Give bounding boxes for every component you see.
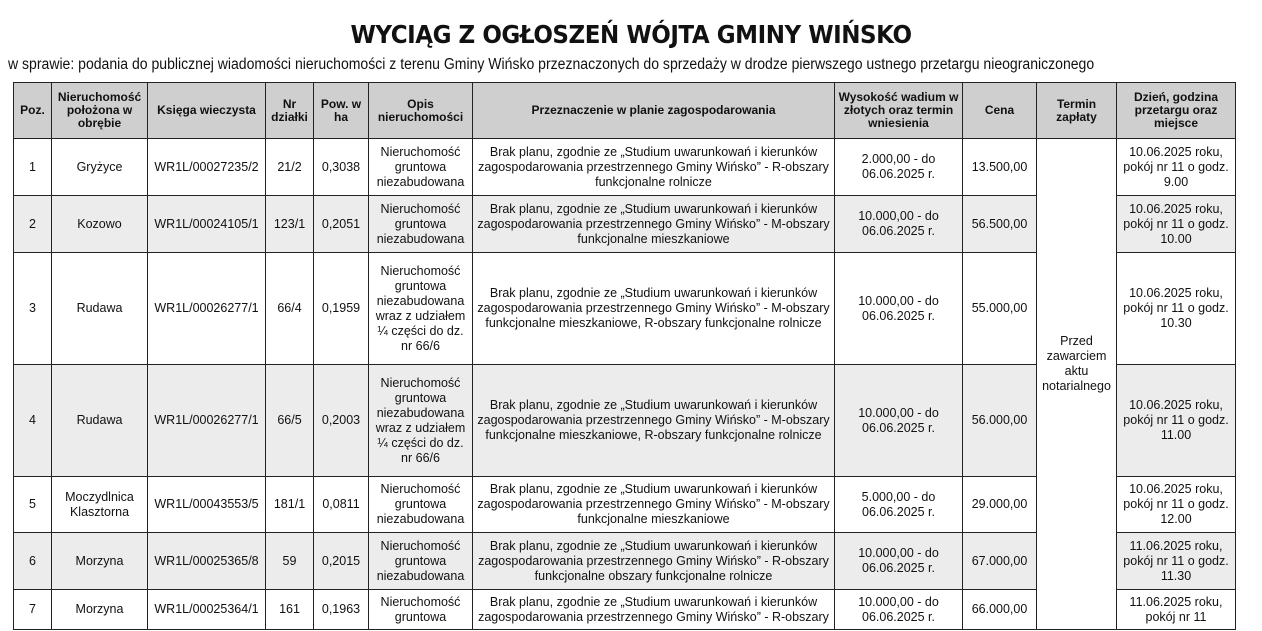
cell-przeznaczenie: Brak planu, zgodnie ze „Studium uwarunkowań i kierunków zagospodarowania przestrzennego Gminy Wińsko” - M-obszary funkcjonalne mieszkaniowe: [473, 196, 835, 253]
cell-nr: 21/2: [266, 139, 314, 196]
cell-pow: 0,3038: [314, 139, 369, 196]
cell-nr: 59: [266, 533, 314, 590]
cell-kw: WR1L/00025364/1: [148, 590, 266, 630]
cell-obreb: Kozowo: [52, 196, 148, 253]
cell-pow: 0,2051: [314, 196, 369, 253]
cell-nr: 66/4: [266, 253, 314, 365]
cell-wadium: 10.000,00 - do 06.06.2025 r.: [835, 196, 963, 253]
cell-opis: Nieruchomość gruntowa niezabudowana: [369, 533, 473, 590]
cell-cena: 13.500,00: [963, 139, 1037, 196]
header-cena: Cena: [963, 83, 1037, 139]
cell-przeznaczenie: Brak planu, zgodnie ze „Studium uwarunkowań i kierunków zagospodarowania przestrzennego Gminy Wińsko” - M-obszary funkcjonalne mieszkaniowe: [473, 477, 835, 533]
cell-cena: 29.000,00: [963, 477, 1037, 533]
cell-pow: 0,1959: [314, 253, 369, 365]
cell-opis: Nieruchomość gruntowa niezabudowana wraz z udziałem ¼ części do dz. nr 66/6: [369, 365, 473, 477]
cell-cena: 55.000,00: [963, 253, 1037, 365]
cell-nr: 181/1: [266, 477, 314, 533]
cell-kw: WR1L/00025365/8: [148, 533, 266, 590]
cell-opis: Nieruchomość gruntowa niezabudowana: [369, 477, 473, 533]
cell-obreb: Morzyna: [52, 590, 148, 630]
header-opis: Opis nieruchomości: [369, 83, 473, 139]
header-termin: Termin zapłaty: [1037, 83, 1117, 139]
table-header-row: [14, 83, 1236, 139]
cell-dzien: 10.06.2025 roku, pokój nr 11 o godz. 12.00: [1117, 477, 1236, 533]
cell-cena: 56.000,00: [963, 365, 1037, 477]
cell-kw: WR1L/00043553/5: [148, 477, 266, 533]
header-dzien: Dzień, godzina przetargu oraz miejsce: [1117, 83, 1236, 139]
cell-nr: 123/1: [266, 196, 314, 253]
cell-przeznaczenie: Brak planu, zgodnie ze „Studium uwarunkowań i kierunków zagospodarowania przestrzennego Gminy Wińsko” - M-obszary funkcjonalne mieszkaniowe, R-obszary funkcjonalne rolnicze: [473, 253, 835, 365]
cell-obreb: Moczydlnica Klasztorna: [52, 477, 148, 533]
cell-poz: 4: [14, 365, 52, 477]
cell-wadium: 10.000,00 - do 06.06.2025 r.: [835, 253, 963, 365]
cell-nr: 161: [266, 590, 314, 630]
cell-wadium: 10.000,00 - do 06.06.2025 r.: [835, 590, 963, 630]
cell-przeznaczenie: Brak planu, zgodnie ze „Studium uwarunkowań i kierunków zagospodarowania przestrzennego Gminy Wińsko” - M-obszary funkcjonalne mieszkaniowe, R-obszary funkcjonalne rolnicze: [473, 365, 835, 477]
cell-opis: Nieruchomość gruntowa niezabudowana: [369, 139, 473, 196]
cell-dzien: 10.06.2025 roku, pokój nr 11 o godz. 11.00: [1117, 365, 1236, 477]
cell-kw: WR1L/00026277/1: [148, 253, 266, 365]
cell-poz: 1: [14, 139, 52, 196]
cell-cena: 67.000,00: [963, 533, 1037, 590]
cell-dzien: 11.06.2025 roku, pokój nr 11: [1117, 590, 1236, 630]
cell-obreb: Morzyna: [52, 533, 148, 590]
header-nr-dzialki: Nr działki: [266, 83, 314, 139]
header-poz: Poz.: [14, 83, 52, 139]
header-pow: Pow. w ha: [314, 83, 369, 139]
cell-poz: 5: [14, 477, 52, 533]
header-ksiega: Księga wieczysta: [148, 83, 266, 139]
header-wadium: Wysokość wadium w złotych oraz termin wniesienia: [835, 83, 963, 139]
cell-dzien: 10.06.2025 roku, pokój nr 11 o godz. 9.00: [1117, 139, 1236, 196]
cell-pow: 0,0811: [314, 477, 369, 533]
cell-pow: 0,1963: [314, 590, 369, 630]
page-title: WYCIĄG Z OGŁOSZEŃ WÓJTA GMINY WIŃSKO: [350, 20, 912, 49]
cell-cena: 66.000,00: [963, 590, 1037, 630]
header-nieruchomosc: Nieruchomość położona w obrębie: [52, 83, 148, 139]
cell-opis: Nieruchomość gruntowa: [369, 590, 473, 630]
cell-termin-zaplaty: Przed zawarciem aktu notarialnego: [1037, 139, 1117, 630]
table-row: [14, 139, 1236, 196]
cell-cena: 56.500,00: [963, 196, 1037, 253]
auction-table: [13, 82, 1236, 630]
cell-pow: 0,2015: [314, 533, 369, 590]
cell-kw: WR1L/00026277/1: [148, 365, 266, 477]
cell-poz: 6: [14, 533, 52, 590]
cell-przeznaczenie: Brak planu, zgodnie ze „Studium uwarunkowań i kierunków zagospodarowania przestrzennego Gminy Wińsko” - R-obszary funkcjonalne obszary funkcjonalne rolnicze: [473, 533, 835, 590]
cell-obreb: Gryżyce: [52, 139, 148, 196]
page-subtitle: w sprawie: podania do publicznej wiadomości nieruchomości z terenu Gminy Wińsko przeznaczonych do sprzedaży w drodze pierwszego ustnego przetargu nieograniczonego: [8, 56, 1095, 73]
cell-wadium: 2.000,00 - do 06.06.2025 r.: [835, 139, 963, 196]
cell-poz: 7: [14, 590, 52, 630]
cell-dzien: 11.06.2025 roku, pokój nr 11 o godz. 11.30: [1117, 533, 1236, 590]
cell-opis: Nieruchomość gruntowa niezabudowana: [369, 196, 473, 253]
cell-przeznaczenie: Brak planu, zgodnie ze „Studium uwarunkowań i kierunków zagospodarowania przestrzennego Gminy Wińsko” - R-obszary: [473, 590, 835, 630]
cell-obreb: Rudawa: [52, 253, 148, 365]
cell-poz: 2: [14, 196, 52, 253]
cell-poz: 3: [14, 253, 52, 365]
cell-wadium: 10.000,00 - do 06.06.2025 r.: [835, 365, 963, 477]
cell-dzien: 10.06.2025 roku, pokój nr 11 o godz. 10.30: [1117, 253, 1236, 365]
header-przeznaczenie: Przeznaczenie w planie zagospodarowania: [473, 83, 835, 139]
cell-opis: Nieruchomość gruntowa niezabudowana wraz z udziałem ¼ części do dz. nr 66/6: [369, 253, 473, 365]
cell-przeznaczenie: Brak planu, zgodnie ze „Studium uwarunkowań i kierunków zagospodarowania przestrzennego Gminy Wińsko” - R-obszary funkcjonalne rolnicze: [473, 139, 835, 196]
cell-wadium: 5.000,00 - do 06.06.2025 r.: [835, 477, 963, 533]
cell-kw: WR1L/00024105/1: [148, 196, 266, 253]
cell-kw: WR1L/00027235/2: [148, 139, 266, 196]
cell-dzien: 10.06.2025 roku, pokój nr 11 o godz. 10.00: [1117, 196, 1236, 253]
cell-wadium: 10.000,00 - do 06.06.2025 r.: [835, 533, 963, 590]
cell-obreb: Rudawa: [52, 365, 148, 477]
cell-pow: 0,2003: [314, 365, 369, 477]
cell-nr: 66/5: [266, 365, 314, 477]
